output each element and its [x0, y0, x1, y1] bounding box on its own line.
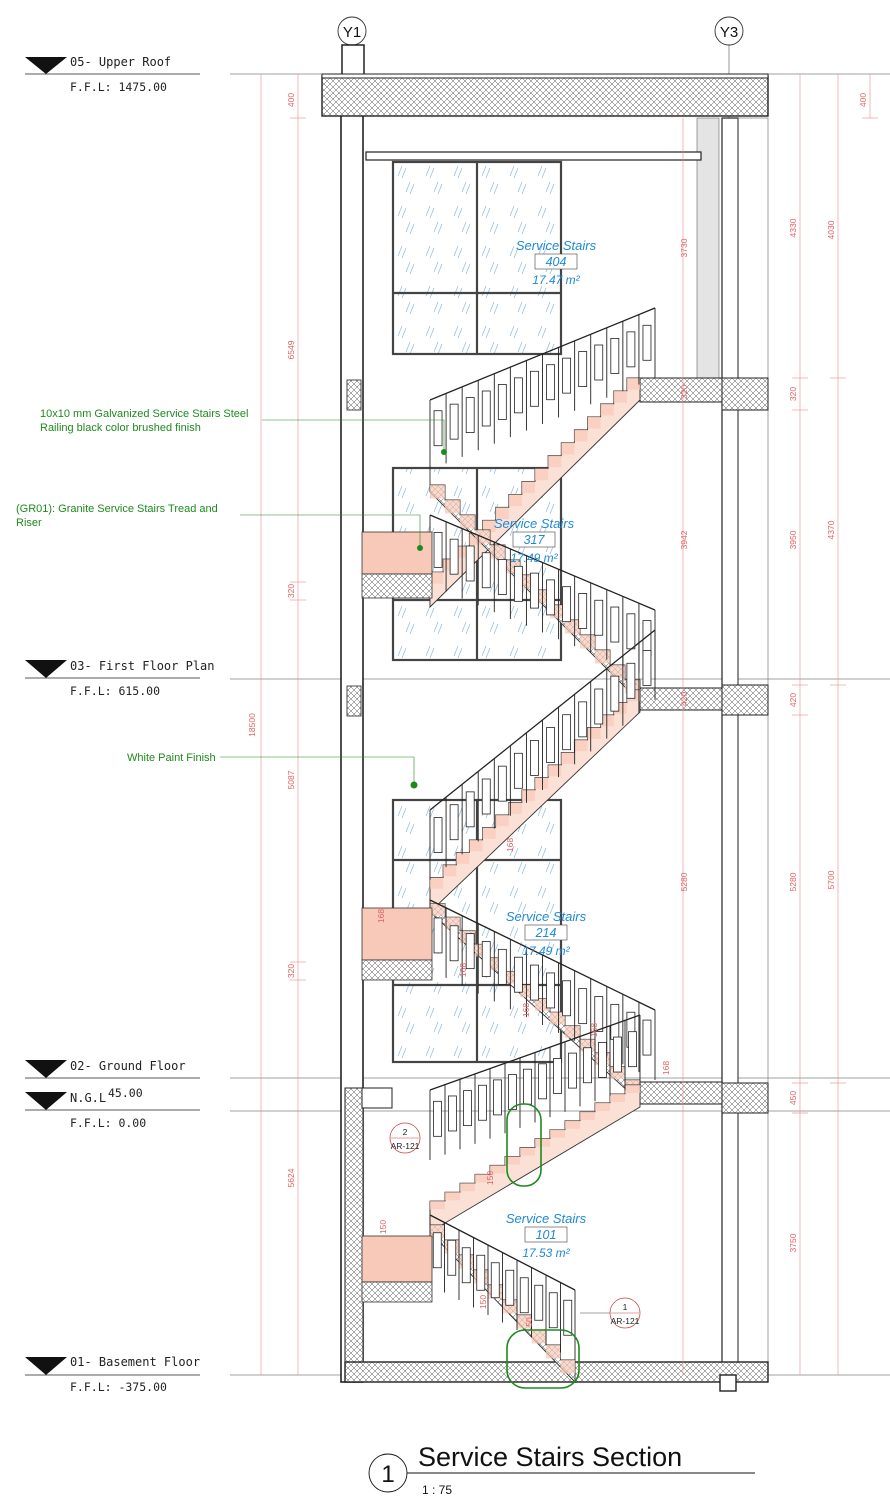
stair-tread — [588, 417, 601, 429]
dim-right: 3750 — [788, 1233, 798, 1253]
railing-panel — [466, 398, 474, 433]
railing-panel — [554, 1058, 562, 1093]
railing-panel — [434, 918, 442, 953]
railing-panel — [482, 391, 490, 426]
stair-landing-slab — [362, 1282, 432, 1302]
railing-panel — [535, 1285, 543, 1320]
stair-tread — [430, 1201, 445, 1209]
grid-label-y3: Y3 — [719, 24, 739, 41]
railing-panel — [530, 740, 538, 775]
stair-landing — [362, 532, 432, 574]
railing-panel — [643, 650, 651, 685]
dim-right-total: 5700 — [826, 870, 836, 890]
dim-riser: 50 — [524, 1317, 534, 1327]
railing-panel — [547, 365, 555, 400]
dim-inner: 420 — [679, 691, 689, 707]
railing-panel — [450, 926, 458, 961]
railing-panel — [482, 779, 490, 814]
railing-panel — [627, 663, 635, 698]
railing-panel — [482, 553, 490, 588]
railing-panel — [563, 587, 571, 622]
stair-landing — [362, 908, 432, 960]
railing-panel — [611, 338, 619, 373]
dim-inner: 3730 — [679, 238, 689, 258]
railing-panel — [530, 573, 538, 608]
dim-right: 320 — [788, 386, 798, 402]
level-triangle-icon — [25, 660, 67, 678]
stair-tread — [445, 500, 460, 514]
stair-tread — [625, 1085, 640, 1093]
callout-sheet: AR-121 — [610, 1316, 640, 1326]
stair-tread — [574, 740, 587, 751]
stair-landing-slab — [362, 960, 432, 980]
stair-tread — [595, 1103, 610, 1111]
dim-right: 5280 — [788, 872, 798, 892]
note-line: White Paint Finish — [127, 752, 216, 764]
railing-panel — [611, 607, 619, 642]
room-name: Service Stairs — [515, 238, 597, 253]
view-title — [369, 1442, 755, 1497]
room-area: 17.49 m² — [522, 944, 570, 958]
stair-tread — [456, 853, 469, 864]
railing-panel — [627, 332, 635, 367]
stair-tread — [445, 1192, 460, 1200]
level-triangle-icon — [25, 1357, 67, 1375]
level-ffl: F.F.L: 615.00 — [70, 684, 161, 698]
railing-panel — [524, 1069, 532, 1104]
stair-tread — [548, 456, 561, 468]
stair-tread — [580, 635, 595, 649]
level-ffl: F.F.L: -375.00 — [70, 1380, 167, 1394]
railing-panel — [539, 1064, 547, 1099]
dim-left: 400 — [286, 92, 296, 108]
railing-panel — [450, 539, 458, 574]
room-name: Service Stairs — [493, 516, 575, 531]
dim-right: 420 — [788, 692, 798, 708]
railing-panel — [629, 1032, 637, 1067]
stair-tread — [548, 765, 561, 776]
stair-tread — [443, 865, 456, 876]
stair-tread — [565, 1026, 580, 1038]
note-line: 10x10 mm Galvanized Service Stairs Steel — [40, 408, 249, 420]
railing-panel — [434, 818, 442, 853]
view-number: 1 — [381, 1461, 395, 1488]
stair-tread — [496, 815, 509, 826]
railing-panel — [494, 1080, 502, 1115]
stair-tread — [610, 1094, 625, 1102]
railing-panel — [643, 325, 651, 360]
stair-tread — [614, 391, 627, 403]
level-ffl-ground: F.F.L: 0.00 — [70, 1116, 147, 1130]
dim-riser: 150 — [485, 1170, 495, 1186]
dim-inner: 320 — [679, 384, 689, 400]
level-name: 02- Ground Floor — [70, 1059, 186, 1073]
railing-panel — [579, 593, 587, 628]
view-scale: 1 : 75 — [422, 1483, 453, 1497]
room-number: 317 — [523, 533, 545, 547]
grid-label-y1: Y1 — [342, 24, 362, 41]
railing-panel — [498, 766, 506, 801]
railing-panel — [450, 805, 458, 840]
dim-left: 5624 — [286, 1168, 296, 1188]
dim-riser: 168 — [376, 908, 386, 924]
stair-tread — [580, 1112, 595, 1120]
railing-panel — [450, 404, 458, 439]
note-line: Riser — [16, 517, 42, 529]
stair-landing-slab — [362, 574, 432, 598]
room-number: 214 — [535, 926, 557, 940]
dim-left: 6549 — [286, 340, 296, 360]
stair-tread — [520, 1148, 535, 1156]
railing-panel — [563, 358, 571, 393]
stair-tread — [460, 515, 475, 529]
stair-tread — [561, 1360, 576, 1374]
dim-riser: 168 — [458, 962, 468, 978]
room-name: Service Stairs — [505, 1211, 587, 1226]
stair-tread — [522, 790, 535, 801]
railing-panel — [434, 1101, 442, 1136]
railing-panel — [530, 371, 538, 406]
level-marker-upper-roof — [25, 55, 200, 94]
railing-panel — [579, 989, 587, 1024]
dim-right: 4330 — [788, 218, 798, 238]
railing-panel — [434, 532, 442, 567]
railing-panel — [433, 1233, 441, 1268]
railing-panel — [643, 1020, 651, 1055]
railing-panel — [498, 949, 506, 984]
railing-panel — [599, 1042, 607, 1077]
stair-tread — [588, 728, 601, 739]
room-area: 17.47 m² — [532, 273, 580, 287]
railing-panel — [514, 378, 522, 413]
dim-right-total: 4030 — [826, 220, 836, 240]
railing-panel — [614, 1037, 622, 1072]
level-name: 05- Upper Roof — [70, 55, 172, 69]
level-ffl: F.F.L: 1475.00 — [70, 80, 167, 94]
stair-tread — [430, 878, 443, 889]
dim-riser: 168 — [505, 837, 515, 853]
railing-panel — [509, 1075, 517, 1110]
railing-panel — [627, 614, 635, 649]
callout-number: 2 — [402, 1127, 408, 1137]
note-line: Railing black color brushed finish — [40, 422, 201, 434]
stair-tread — [565, 1121, 580, 1129]
railing-panel — [611, 676, 619, 711]
stair-tread — [460, 1183, 475, 1191]
stair-tread — [561, 443, 574, 455]
railing-panel — [547, 973, 555, 1008]
railing-panel — [498, 560, 506, 595]
stair-tread — [561, 753, 574, 764]
railing-panel — [466, 546, 474, 581]
railing-panel — [579, 702, 587, 737]
stair-tread — [509, 494, 522, 506]
railing-panel — [549, 1293, 557, 1328]
stair-tread — [550, 1130, 565, 1138]
view-title-text: Service Stairs Section — [418, 1442, 683, 1472]
level-name: 01- Basement Floor — [70, 1355, 201, 1369]
railing-panel — [547, 728, 555, 763]
dim-inner: 5280 — [679, 872, 689, 892]
room-number: 101 — [535, 1228, 557, 1242]
stair-tread — [535, 778, 548, 789]
railing-panel — [514, 957, 522, 992]
stair-tread — [546, 1345, 561, 1359]
railing-panel — [477, 1255, 485, 1290]
stair-tread — [483, 828, 496, 839]
railing-panel — [506, 1270, 514, 1305]
stair-tread — [490, 545, 505, 559]
level-marker-ngl — [25, 1086, 200, 1130]
callout-number: 1 — [622, 1302, 628, 1312]
level-triangle-icon — [25, 1092, 67, 1110]
level-name: N.G.L — [70, 1091, 107, 1105]
railing-panel — [482, 942, 490, 977]
dim-riser: 168 — [589, 1022, 599, 1038]
level-name: 03- First Floor Plan — [70, 659, 215, 673]
stair-tread — [469, 840, 482, 851]
stair-tread — [535, 1139, 550, 1147]
dim-left: 320 — [286, 963, 296, 979]
railing-panel — [514, 566, 522, 601]
stair-landing — [362, 1236, 432, 1282]
level-ffl: 45.00 — [108, 1086, 143, 1100]
stair-tread — [522, 482, 535, 494]
railing-panel — [569, 1053, 577, 1088]
railing-panel — [611, 1004, 619, 1039]
room-name: Service Stairs — [505, 909, 587, 924]
dim-riser: 168 — [521, 1002, 531, 1018]
railing-panel — [464, 1091, 472, 1126]
stair-tread — [574, 430, 587, 442]
railing-panel — [448, 1240, 456, 1275]
dim-left: 5087 — [286, 770, 296, 790]
stair-tread — [627, 378, 640, 390]
railing-panel — [466, 792, 474, 827]
dim-roof: 400 — [858, 92, 868, 108]
railing-panel — [479, 1085, 487, 1120]
railing-panel — [514, 753, 522, 788]
stair-tread — [595, 650, 610, 664]
dim-riser: 150 — [378, 1219, 388, 1235]
room-area: 17.53 m² — [522, 1246, 570, 1260]
dim-overall: 18500 — [247, 713, 257, 737]
stair-tread — [430, 485, 445, 499]
dim-riser: 168 — [661, 1060, 671, 1076]
railing-panel — [595, 600, 603, 635]
note-line: (GR01): Granite Service Stairs Tread and — [16, 503, 218, 515]
level-triangle-icon — [25, 1060, 67, 1078]
dim-right: 450 — [788, 1090, 798, 1106]
railing-panel — [491, 1263, 499, 1298]
stair-tread — [601, 404, 614, 416]
railing-panel — [530, 965, 538, 1000]
dim-riser: 150 — [478, 1294, 488, 1310]
railing-panel — [498, 384, 506, 419]
stair-tread — [535, 469, 548, 481]
dim-left: 320 — [286, 583, 296, 599]
dim-right-total: 4370 — [826, 520, 836, 540]
note-railing — [40, 408, 447, 455]
level-marker-ground-floor — [25, 1059, 200, 1078]
stair-tread — [532, 1330, 547, 1344]
railing-panel — [449, 1096, 457, 1131]
railing-panel — [595, 689, 603, 724]
room-number: 404 — [545, 255, 567, 269]
railing-panel — [563, 981, 571, 1016]
room-tag-101 — [506, 1211, 587, 1260]
level-marker-first-floor — [25, 659, 215, 698]
railing-panel — [520, 1278, 528, 1313]
dim-right: 3950 — [788, 530, 798, 550]
railing-panel — [584, 1048, 592, 1083]
railing-panel — [434, 411, 442, 446]
dim-inner: 3942 — [679, 530, 689, 550]
room-area: 17.49 m² — [510, 551, 558, 565]
railing-panel — [595, 345, 603, 380]
railing-panel — [547, 580, 555, 615]
railing-panel — [563, 715, 571, 750]
railing-panel — [579, 352, 587, 387]
level-marker-basement — [25, 1355, 200, 1394]
level-triangle-icon — [25, 57, 67, 74]
note-paint — [127, 752, 418, 789]
callout-sheet: AR-121 — [390, 1141, 420, 1151]
railing-panel — [462, 1248, 470, 1283]
